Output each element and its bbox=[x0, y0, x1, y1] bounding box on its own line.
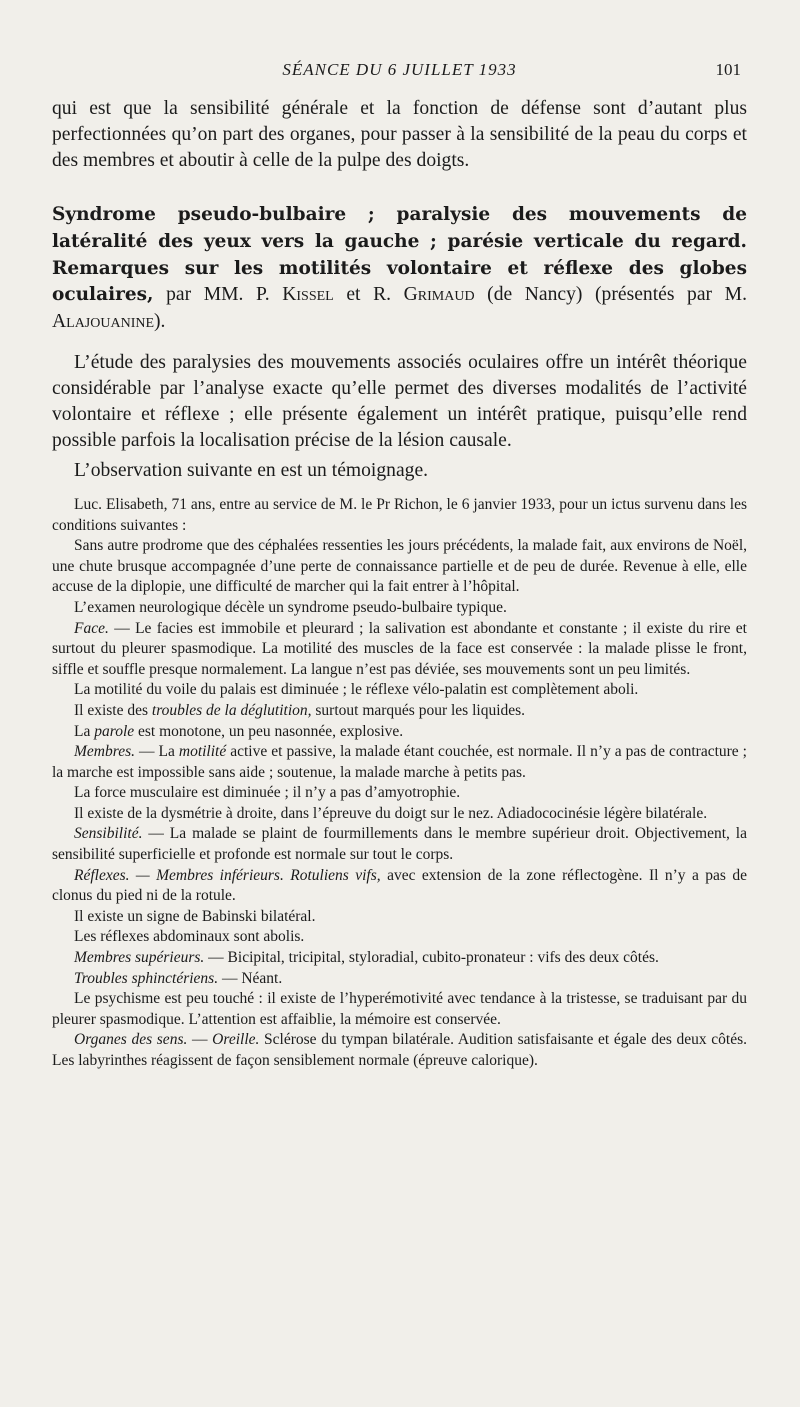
observation-paragraph: Il existe de la dysmétrie à droite, dans l’épreuve du doigt sur le nez. Adiadococinésie légère bilatérale. bbox=[74, 804, 708, 822]
observation-paragraph: La force musculaire est diminuée ; il n’y a pas d’amyotrophie. bbox=[74, 784, 461, 802]
intro-paragraph: L’observation suivante en est un témoignage. bbox=[74, 459, 429, 481]
article-title: Syndrome pseudo-bulbaire ; paralysie des mouvements de latéralité des yeux vers la gauche ; parésie verticale du regard. Remarques sur les motilités volontaire et réflexe des globes oculaires, bbox=[52, 204, 747, 306]
article-close: ). bbox=[154, 311, 166, 333]
article-by: par MM. P. bbox=[153, 284, 283, 306]
author-kissel: Kissel bbox=[282, 284, 334, 306]
observation-paragraph: Sans autre prodrome que des céphalées ressenties les jours précédents, la malade fait, aux environs de Noël, une chute brusque accompagnée d’une perte de connaissance partielle et de peu de durée. Revenue à elle, elle accuse de la diplopie, une difficulté de marcher qui la fait entrer à l’hôpital. bbox=[52, 537, 747, 596]
observation-paragraph: Membres. — La motilité active et passive, la malade étant couchée, est normale. Il n’y a pas de contracture ; la marche est impossible sans aide ; soutenue, la malade marche à petits pas. bbox=[52, 743, 747, 781]
presenter-alajouanine: Alajouanine bbox=[52, 311, 155, 333]
observation-paragraph: Il existe un signe de Babinski bilatéral. bbox=[74, 907, 316, 925]
observation-paragraph: Réflexes. — Membres inférieurs. Rotuliens vifs, avec extension de la zone réflectogène. Il n’y a pas de clonus du pied ni de la rotule. bbox=[52, 866, 747, 905]
oreille-label: Oreille. bbox=[212, 1031, 260, 1049]
membres-label: Membres. bbox=[74, 743, 135, 761]
observation-paragraph: Face. — Le facies est immobile et pleurard ; la salivation est abondante et constante ; il existe du rire et surtout du pleurer spasmodique. La motilité des muscles de la face est conservée : la malade plisse le front, siffle et souffle presque normalement. La langue n’est pas déviée, ses mouvements sont un peu limités. bbox=[52, 619, 747, 678]
observation-paragraph: Il existe des troubles de la déglutition, surtout marqués pour les liquides. bbox=[74, 701, 526, 719]
sensibilite-label: Sensibilité. bbox=[74, 825, 143, 843]
membres-superieurs-label: Membres supérieurs. bbox=[74, 949, 205, 967]
reflexes-label: Réflexes. — Membres inférieurs. Rotuliens vifs, bbox=[74, 866, 381, 884]
observation-paragraph: Les réflexes abdominaux sont abolis. bbox=[74, 928, 305, 946]
observation-paragraph: Le psychisme est peu touché : il existe de l’hyperémotivité avec tendance à la tristesse, se traduisant par du pleurer spasmodique. L’attention est affaiblie, la mémoire est conservée. bbox=[52, 990, 747, 1028]
observation-paragraph: Membres supérieurs. — Bicipital, tricipital, styloradial, cubito-pronateur : vifs des deux côtés. bbox=[74, 949, 659, 967]
observation-paragraph: Troubles sphinctériens. — Néant. bbox=[74, 969, 283, 987]
face-label: Face. bbox=[74, 619, 109, 637]
article-and: et R. bbox=[333, 284, 404, 306]
intro-paragraph: L’étude des paralysies des mouvements associés oculaires offre un intérêt théorique considérable par l’analyse exacte qu’elle permet des diverses modalités de l’activité volontaire et réflexe ; elle présente également un intérêt pratique, puisqu’elle rend possible parfois la localisation précise de la lésion causale. bbox=[52, 351, 747, 451]
observation-paragraph: L’examen neurologique décèle un syndrome pseudo-bulbaire typique. bbox=[74, 598, 507, 616]
observation-paragraph: La parole est monotone, un peu nasonnée, explosive. bbox=[74, 722, 404, 740]
observation-paragraph: Luc. Elisabeth, 71 ans, entre au service de M. le Pr Richon, le 6 janvier 1933, pour un ictus survenu dans les conditions suivantes : bbox=[52, 495, 747, 534]
observation-paragraph: La motilité du voile du palais est diminuée ; le réflexe vélo-palatin est complètement aboli. bbox=[74, 681, 639, 699]
page-body bbox=[52, 96, 747, 1072]
organes-des-sens-label: Organes des sens. bbox=[74, 1031, 188, 1049]
running-title: SÉANCE DU 6 JUILLET 1933 bbox=[282, 60, 517, 79]
observation-paragraph: Sensibilité. — La malade se plaint de fourmillements dans le membre supérieur droit. Objectivement, la sensibilité superficielle et profonde est normale sur tout le corps. bbox=[52, 825, 747, 864]
author-grimaud: Grimaud bbox=[403, 284, 475, 306]
continuation-paragraph: qui est que la sensibilité générale et la fonction de défense sont d’autant plus perfectionnées qu’on part des organes, pour passer à la sensibilité de la peau du corps et des membres et aboutir à celle de la pulpe des doigts. bbox=[52, 98, 747, 171]
article-affiliation: (de Nancy) (présentés par M. bbox=[474, 284, 747, 306]
troubles-sphincteriens-label: Troubles sphinctériens. bbox=[74, 969, 219, 987]
observation-paragraph: Organes des sens. — Oreille. Sclérose du tympan bilatérale. Audition satisfaisante et égale des deux côtés. Les labyrinthes réagissent de façon sensiblement normale (épreuve calorique). bbox=[52, 1031, 748, 1070]
article-heading bbox=[52, 202, 747, 336]
running-header bbox=[52, 60, 747, 86]
page-number: 101 bbox=[715, 60, 741, 79]
